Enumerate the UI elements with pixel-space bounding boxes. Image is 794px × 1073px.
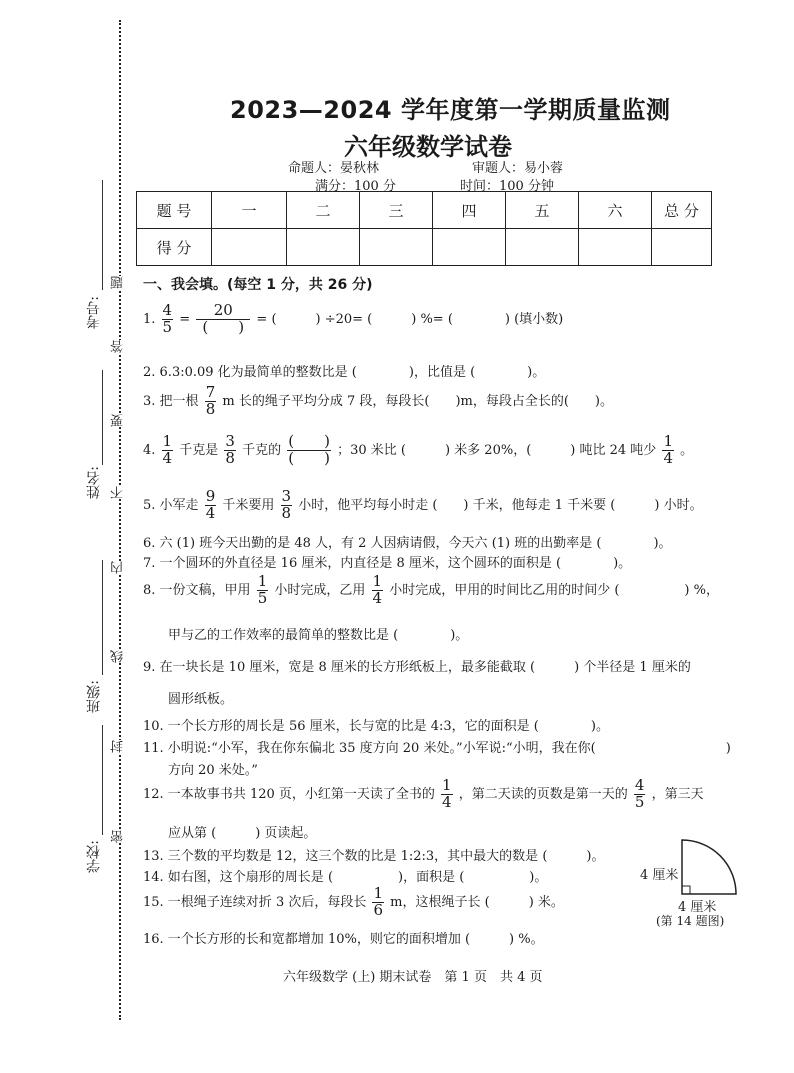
- exam-subtitle: 六年级数学试卷: [344, 133, 512, 161]
- fraction: $\frac{3}{8}$: [225, 432, 235, 467]
- class-blank[interactable]: [102, 560, 103, 675]
- table-cell: 二: [287, 192, 360, 229]
- fraction: $\frac{1}{4}$: [663, 432, 673, 467]
- question-1: 1. $\frac{4}{5}$ = $\frac{20}{( )}$ = ( ) ÷20= ( ) %= ( ) (填小数): [143, 301, 564, 336]
- question-5[interactable]: 5. 小军走 $\frac{9}{4}$ 千米要用 $\frac{3}{8}$ 小时，他平均每小时走 ( ) 千米，他每走 1 千米要 ( ) 小时。: [143, 487, 703, 522]
- score-entry-cell[interactable]: [287, 229, 360, 266]
- question-7[interactable]: 7. 一个圆环的外直径是 16 厘米，内直径是 8 厘米，这个圆环的面积是 ( )。: [143, 556, 632, 571]
- fraction: $\frac{3}{8}$: [281, 487, 292, 522]
- question-8-line-2[interactable]: 甲与乙的工作效率的最简单的整数比是 ( )。: [168, 628, 469, 643]
- name-label: 姓名:: [86, 466, 102, 499]
- fraction: $\frac{1}{4}$: [372, 572, 383, 607]
- exam-number-blank[interactable]: [102, 180, 103, 290]
- question-15[interactable]: 15. 一根绳子连续对折 3 次后，每段长 $\frac{1}{6}$ m，这根绳子长 ( ) 米。: [143, 884, 564, 919]
- table-cell: 三: [360, 192, 433, 229]
- score-entry-cell[interactable]: [579, 229, 652, 266]
- question-13[interactable]: 13. 三个数的平均数是 12，这三个数的比是 1:2:3，其中最大的数是 ( )。: [143, 849, 605, 864]
- table-cell: 总 分: [652, 192, 712, 229]
- proposer: 命题人：晏秋林: [288, 161, 380, 176]
- score-entry-cell[interactable]: [652, 229, 712, 266]
- page-footer: 六年级数学 (上) 期末试卷 第 1 页 共 4 页: [283, 970, 543, 985]
- name-blank[interactable]: [102, 370, 103, 465]
- seal-char-5: 内: [111, 561, 126, 574]
- seal-char-1: 题: [111, 276, 126, 289]
- school-label: 学校:: [86, 840, 102, 873]
- question-12[interactable]: 12. 一本故事书共 120 页，小红第一天读了全书的 $\frac{1}{4}$ ，第二天读的页数是第一天的 $\frac{4}{5}$ ，第三天: [143, 776, 704, 811]
- section-1-heading: 一、我会填。(每空 1 分，共 26 分): [143, 277, 373, 293]
- seal-char-2: 答: [111, 340, 126, 353]
- seal-char-3: 要: [111, 414, 126, 427]
- score-entry-cell[interactable]: [433, 229, 506, 266]
- figure-caption: (第 14 题图): [656, 914, 725, 928]
- score-entry-cell[interactable]: [506, 229, 579, 266]
- sector-radius-left-label: 4 厘米: [640, 868, 679, 883]
- seal-char-4: 不: [111, 486, 126, 499]
- question-12-line-2[interactable]: 应从第 ( ) 页读起。: [168, 826, 317, 841]
- table-cell: 题 号: [137, 192, 212, 229]
- full-score: 满分：100 分: [315, 179, 396, 194]
- question-11-line-2: 方向 20 米处。”: [168, 763, 258, 778]
- table-cell: 六: [579, 192, 652, 229]
- seal-char-7: 封: [111, 740, 126, 753]
- question-4[interactable]: 4. $\frac{1}{4}$ 千克是 $\frac{3}{8}$ 千克的 $\frac{( )}{( )}$ ；30 米比 ( ) 米多 20%，( ) 吨比 24 吨少 $\frac{1}{4}$ 。: [143, 432, 694, 467]
- class-label: 班级:: [86, 680, 102, 713]
- fraction: $\frac{1}{4}$: [442, 776, 452, 811]
- question-10[interactable]: 10. 一个长方形的周长是 56 厘米，长与宽的比是 4:3，它的面积是 ( )。: [143, 719, 609, 734]
- table-cell: 一: [212, 192, 287, 229]
- table-cell: 五: [506, 192, 579, 229]
- exam-number-label: 考号:: [86, 296, 102, 329]
- score-entry-cell[interactable]: [212, 229, 287, 266]
- score-entry-cell[interactable]: [360, 229, 433, 266]
- table-cell: 四: [433, 192, 506, 229]
- fraction: $\frac{4}{5}$: [162, 301, 173, 336]
- fraction: $\frac{9}{4}$: [205, 487, 216, 522]
- question-9[interactable]: 9. 在一块长是 10 厘米，宽是 8 厘米的长方形纸板上，最多能截取 ( ) 个半径是 1 厘米的: [143, 660, 691, 675]
- fraction: $\frac{1}{5}$: [257, 572, 268, 607]
- question-3[interactable]: 3. 把一根 $\frac{7}{8}$ m 长的绳子平均分成 7 段，每段长( )m，每段占全长的( )。: [143, 383, 613, 418]
- seal-char-6: 线: [111, 650, 126, 663]
- fraction[interactable]: $\frac{20}{( )}$: [196, 303, 250, 336]
- question-9-line-2: 圆形纸板。: [168, 692, 234, 707]
- question-11[interactable]: 11. 小明说:“小军，我在你东偏北 35 度方向 20 米处。”小军说:“小明，我在你( ): [143, 741, 731, 756]
- fraction: $\frac{7}{8}$: [205, 383, 216, 418]
- exam-time: 时间：100 分钟: [460, 179, 554, 194]
- exam-title: 2023—2024 学年度第一学期质量监测: [230, 96, 671, 124]
- sector-radius-bottom-label: 4 厘米: [678, 900, 717, 915]
- reviewer: 审题人：易小蓉: [472, 161, 564, 176]
- binding-dotted-line: [119, 20, 121, 1020]
- question-6[interactable]: 6. 六 (1) 班今天出勤的是 48 人，有 2 人因病请假，今天六 (1) 班的出勤率是 ( )。: [143, 536, 672, 551]
- question-2[interactable]: 2. 6.3:0.09 化为最简单的整数比是 ( )，比值是 ( )。: [143, 365, 546, 380]
- score-table-score-row: [137, 229, 712, 266]
- score-table-header-row: [137, 192, 712, 229]
- fraction: $\frac{1}{4}$: [162, 432, 173, 467]
- question-number: 1.: [143, 311, 156, 327]
- table-cell: 得 分: [137, 229, 212, 266]
- score-table: [136, 191, 712, 266]
- seal-char-8: 密: [111, 830, 126, 843]
- fraction-blank[interactable]: $\frac{( )}{( )}$: [288, 432, 330, 467]
- question-14[interactable]: 14. 如右图，这个扇形的周长是 ( )，面积是 ( )。: [143, 870, 548, 885]
- fraction: $\frac{4}{5}$: [634, 776, 645, 811]
- school-blank[interactable]: [102, 725, 103, 835]
- question-16[interactable]: 16. 一个长方形的长和宽都增加 10%，则它的面积增加 ( ) %。: [143, 932, 544, 947]
- question-8[interactable]: 8. 一份文稿，甲用 $\frac{1}{5}$ 小时完成，乙用 $\frac{1}{4}$ 小时完成，甲用的时间比乙用的时间少 ( ) %，: [143, 572, 719, 607]
- fraction: $\frac{1}{6}$: [373, 884, 384, 919]
